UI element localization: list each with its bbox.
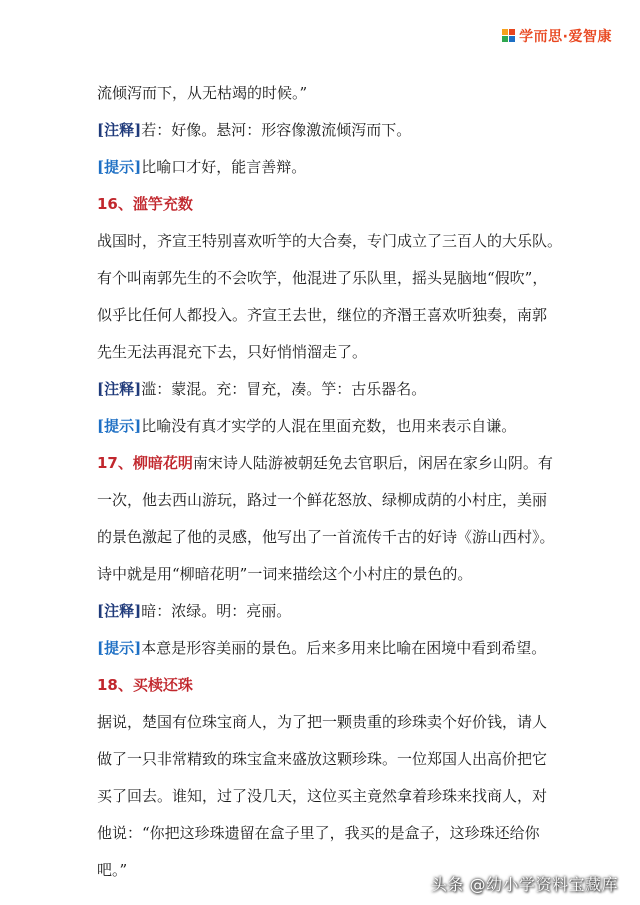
logo-text: 学而思·爱智康 xyxy=(519,29,612,45)
text-line: 据说，楚国有位珠宝商人，为了把一颗贵重的珍珠卖个好价钱，请人 xyxy=(97,713,548,731)
logo-icon xyxy=(502,29,516,43)
tip-label: [提示] xyxy=(97,639,142,657)
note-text: 滥：蒙混。充：冒充，凑。竽：古乐器名。 xyxy=(141,380,427,398)
text-line: 南宋诗人陆游被朝廷免去官职后，闲居在家乡山阴。有 xyxy=(192,454,553,472)
note-line xyxy=(97,116,557,145)
note-line xyxy=(97,597,557,626)
note-line xyxy=(97,375,557,404)
text-line: 买了回去。谁知，过了没几天，这位买主竟然拿着珍珠来找商人，对 xyxy=(97,787,548,805)
tip-line xyxy=(97,412,557,441)
text-line: 流倾泻而下，从无枯竭的时候。” xyxy=(97,84,308,102)
note-label: [注释] xyxy=(97,602,142,620)
text-line: 一次，他去西山游玩，路过一个鲜花怒放、绿柳成荫的小村庄，美丽 xyxy=(97,491,548,509)
tip-text: 比喻口才好，能言善辩。 xyxy=(141,158,307,176)
note-label: [注释] xyxy=(97,121,142,139)
note-label: [注释] xyxy=(97,380,142,398)
text-line: 似乎比任何人都投入。齐宣王去世，继位的齐湣王喜欢听独奏，南郭 xyxy=(97,306,548,324)
text-line: 诗中就是用“柳暗花明”一词来描绘这个小村庄的景色的。 xyxy=(97,565,473,583)
text-line: 他说：“你把这珍珠遗留在盒子里了，我买的是盒子，这珍珠还给你 xyxy=(97,824,540,842)
tip-label: [提示] xyxy=(97,158,142,176)
tip-text: 比喻没有真才实学的人混在里面充数，也用来表示自谦。 xyxy=(141,417,517,435)
note-text: 暗：浓绿。明：亮丽。 xyxy=(141,602,292,620)
text-line: 先生无法再混充下去，只好悄悄溜走了。 xyxy=(97,343,368,361)
watermark: 头条 @幼小学资料宝藏库 xyxy=(430,875,618,894)
text-line: 战国时，齐宣王特别喜欢听竽的大合奏，专门成立了三百人的大乐队。 xyxy=(97,232,563,250)
text-line: 的景色激起了他的灵感，他写出了一首流传千古的好诗《游山西村》。 xyxy=(97,528,555,546)
note-text: 若：好像。悬河：形容像激流倾泻而下。 xyxy=(141,121,412,139)
tip-line xyxy=(97,634,557,663)
tip-line xyxy=(97,153,557,182)
section-heading-17: 17、柳暗花明 xyxy=(97,454,193,472)
tip-text: 本意是形容美丽的景色。后来多用来比喻在困境中看到希望。 xyxy=(141,639,547,657)
text-line: 做了一只非常精致的珠宝盒来盛放这颗珍珠。一位郑国人出高价把它 xyxy=(97,750,548,768)
text-line: 吧。” xyxy=(97,861,128,879)
section-heading-18: 18、买椟还珠 xyxy=(97,676,193,694)
tip-label: [提示] xyxy=(97,417,142,435)
section-heading-16: 16、滥竽充数 xyxy=(97,195,193,213)
section-17-first-line xyxy=(97,449,557,478)
text-line: 有个叫南郭先生的不会吹竽，他混进了乐队里，摇头晃脑地“假吹”， xyxy=(97,269,548,287)
brand-logo xyxy=(502,26,612,46)
document-body xyxy=(97,79,563,885)
